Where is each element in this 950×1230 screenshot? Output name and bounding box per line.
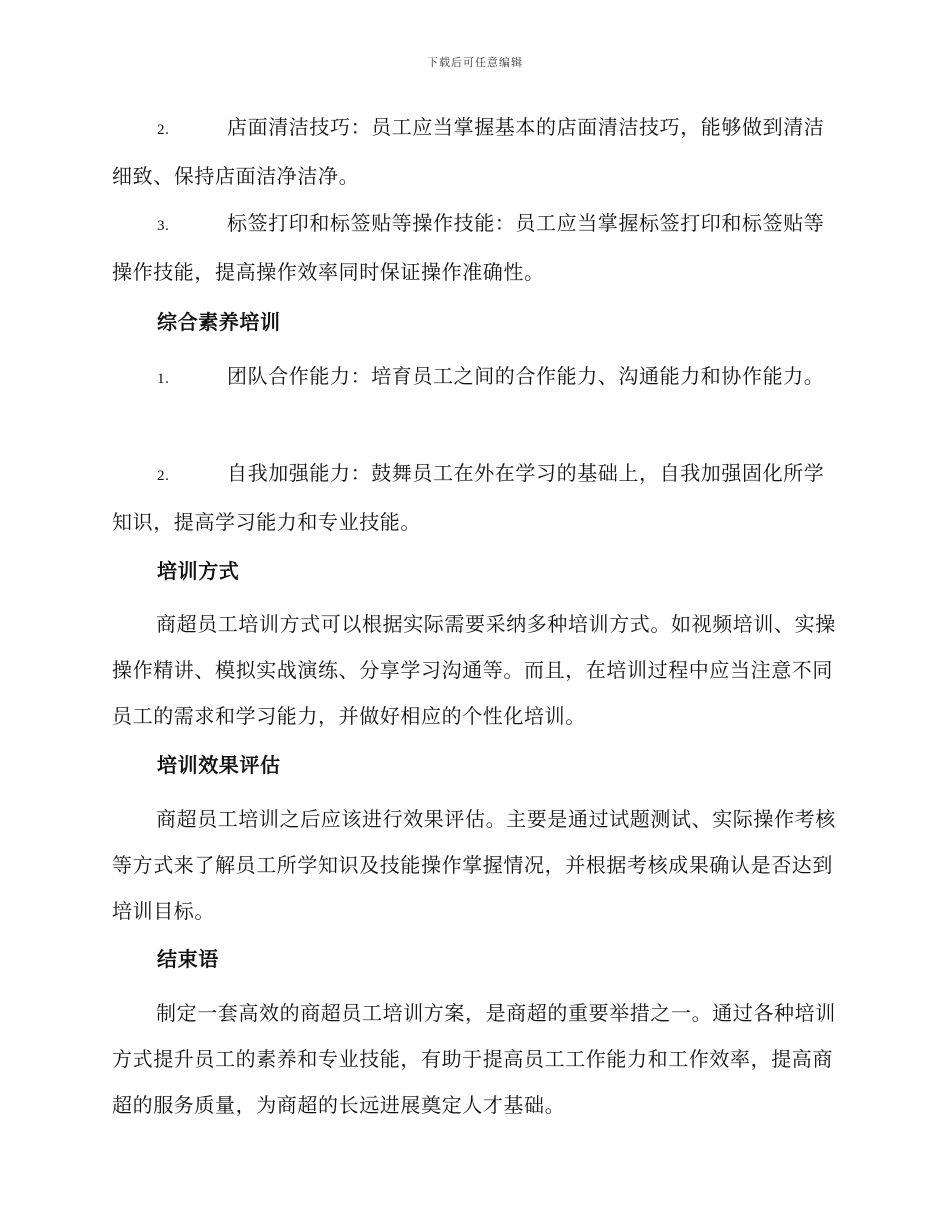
list-item-number: 2. bbox=[157, 122, 170, 138]
list-item-text: 自我加强能力：鼓舞员工在外在学习的基础上，自我加强固化所学知识，提高学习能力和专业技能。 bbox=[112, 461, 825, 534]
section-heading: 结束语 bbox=[157, 947, 219, 971]
list-item bbox=[112, 353, 842, 402]
section-heading: 综合素养培训 bbox=[157, 310, 281, 334]
list-item-number: 3. bbox=[157, 218, 170, 234]
paragraph: 商超员工培训之后应该进行效果评估。主要是通过试题测试、实际操作考核等方式来了解员工所学知识及技能操作掌握情况，并根据考核成果确认是否达到培训目标。 bbox=[112, 807, 836, 923]
list-item bbox=[112, 200, 842, 295]
section-heading: 培训效果评估 bbox=[157, 753, 281, 777]
list-item-number: 2. bbox=[157, 468, 170, 484]
list-item-text: 团队合作能力：培育员工之间的合作能力、沟通能力和协作能力。 bbox=[227, 364, 825, 388]
list-item bbox=[112, 450, 842, 545]
list-item bbox=[112, 104, 842, 199]
page-header-note: 下载后可任意编辑 bbox=[427, 56, 523, 69]
list-item-text: 标签打印和标签贴等操作技能：员工应当掌握标签打印和标签贴等操作技能，提高操作效率同时保证操作准确性。 bbox=[112, 211, 825, 284]
list-item-text: 店面清洁技巧：员工应当掌握基本的店面清洁技巧，能够做到清洁细致、保持店面洁净洁净。 bbox=[112, 115, 825, 188]
list-item-number: 1. bbox=[157, 371, 170, 387]
paragraph: 商超员工培训方式可以根据实际需要采纳多种培训方式。如视频培训、实操操作精讲、模拟实战演练、分享学习沟通等。而且，在培训过程中应当注意不同员工的需求和学习能力，并做好相应的个性化培训。 bbox=[112, 612, 836, 728]
section-heading: 培训方式 bbox=[157, 559, 240, 583]
paragraph: 制定一套高效的商超员工培训方案，是商超的重要举措之一。通过各种培训方式提升员工的素养和专业技能，有助于提高员工工作能力和工作效率，提高商超的服务质量，为商超的长远进展奠定人才基础。 bbox=[112, 1001, 836, 1117]
